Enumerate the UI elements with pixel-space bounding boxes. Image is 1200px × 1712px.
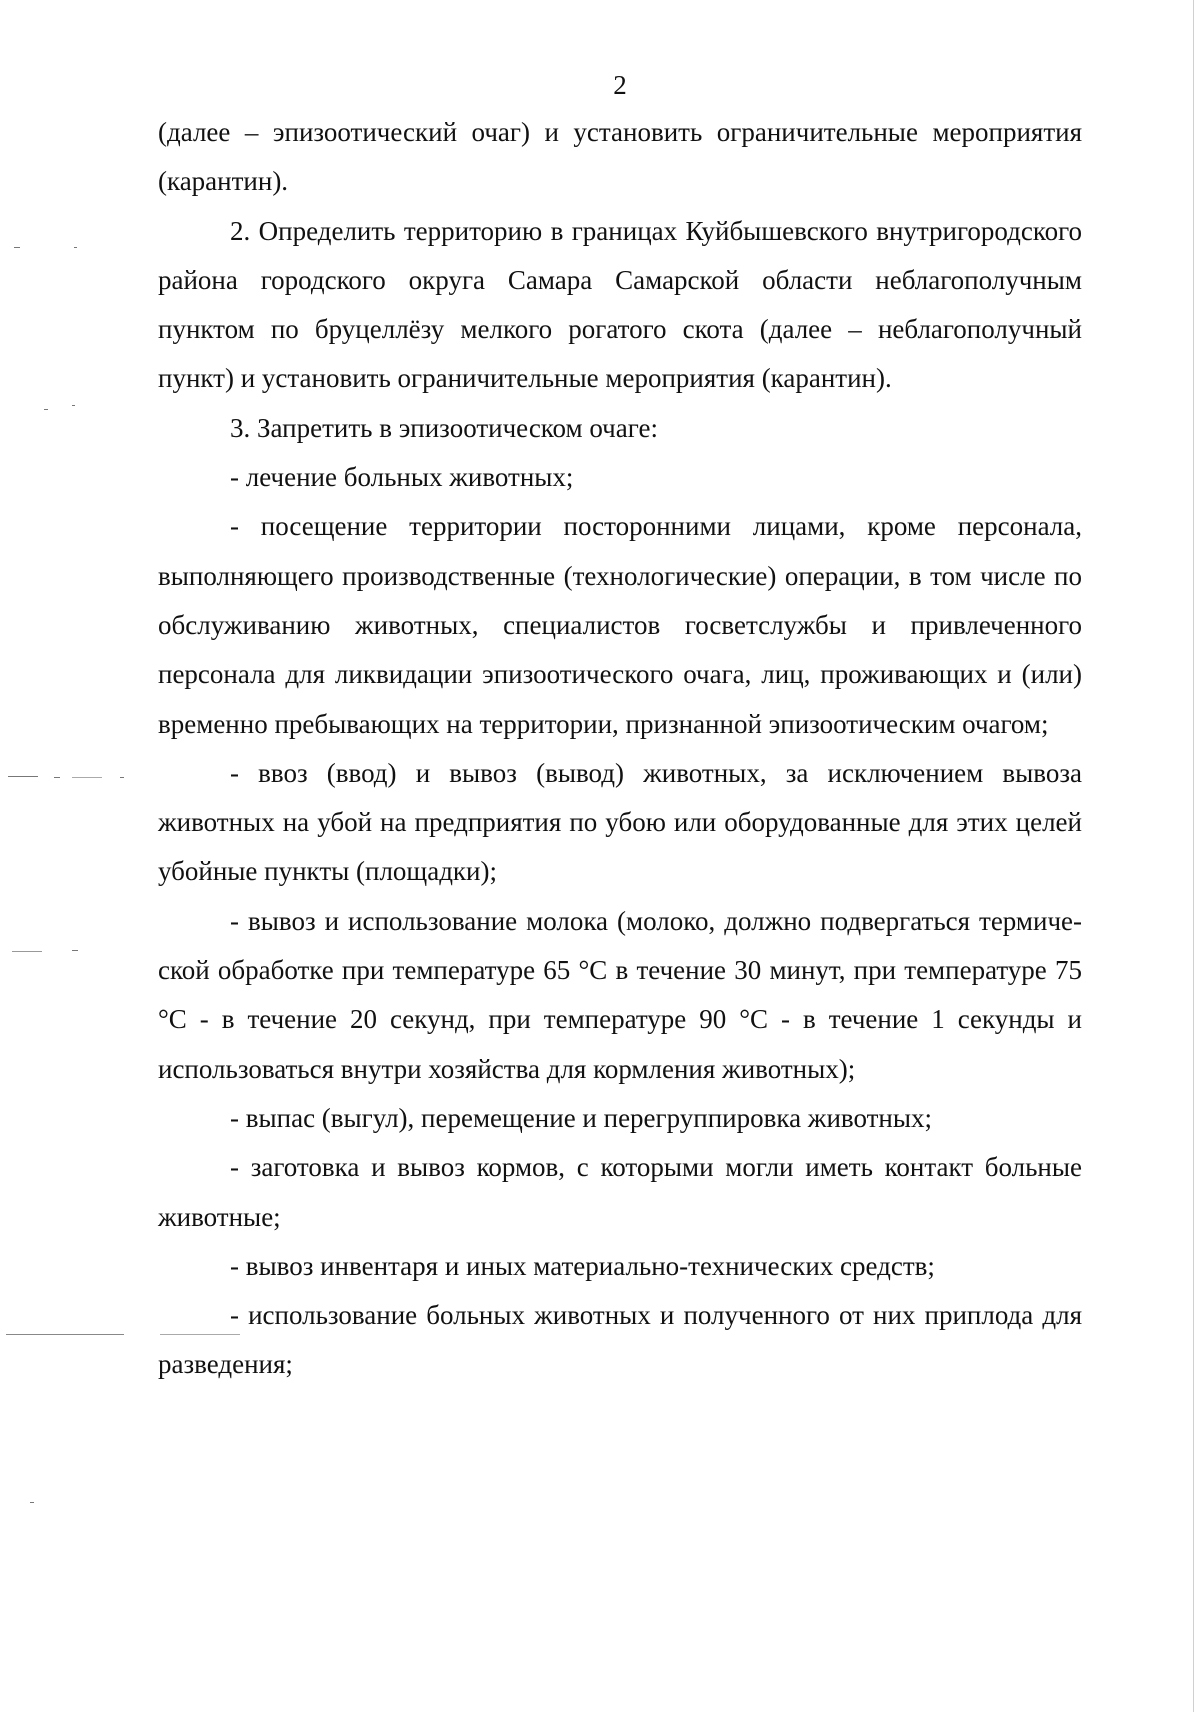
page-number: 2 bbox=[613, 70, 627, 100]
list-item: - посещение территории посторонними лицами, кроме персонала, выполняющего производственные (технологические) операции, в том числе по обслуживанию животных, специалистов госветслужбы и привлеченного персонала для ликвидации эпизоотического очага, лиц, проживающих и (или) временно пребывающих на территории, признанной эпизоотическим очагом; bbox=[158, 511, 1082, 739]
scan-mark bbox=[30, 1502, 34, 1503]
scan-mark bbox=[72, 405, 75, 406]
scan-mark bbox=[12, 951, 42, 952]
paragraph: 3. Запретить в эпизоотическом очаге: bbox=[230, 412, 658, 443]
list-item: - выпас (выгул), перемещение и перегруппировка животных; bbox=[230, 1102, 932, 1133]
scan-mark bbox=[14, 247, 20, 248]
scan-mark bbox=[120, 777, 124, 778]
list-item: - заготовка и вывоз кормов, с которыми могли иметь контакт больные животные; bbox=[158, 1152, 1082, 1232]
scan-mark bbox=[54, 777, 60, 778]
list-item: - использование больных животных и полученного от них приплода для разведения; bbox=[158, 1300, 1082, 1380]
document-body bbox=[158, 108, 1082, 1390]
scan-mark bbox=[44, 409, 48, 410]
scan-mark bbox=[6, 1334, 124, 1335]
list-item: - вывоз инвентаря и иных материально-технических средств; bbox=[230, 1250, 935, 1281]
scan-mark bbox=[74, 247, 77, 248]
scan-mark bbox=[72, 777, 102, 778]
scan-mark bbox=[72, 950, 78, 951]
scan-mark bbox=[8, 776, 38, 777]
paragraph: (далее – эпизоотический очаг) и установить ограничительные мероприятия (карантин). bbox=[158, 117, 1082, 197]
list-item: - вывоз и использование молока (молоко, должно подвергаться термиче-ской обработке при температуре 65 °С в течение 30 минут, при температуре 75 °С - в течение 20 секунд, при температуре 90 °С - в течение 1 секунды и использоваться внутри хозяйства для кормления животных); bbox=[158, 905, 1082, 1084]
list-item: - ввоз (ввод) и вывоз (вывод) животных, за исключением вывоза животных на убой на предприятия по убою или оборудованные для этих целей убойные пункты (площадки); bbox=[158, 757, 1082, 887]
list-item: - лечение больных животных; bbox=[230, 462, 574, 493]
paragraph: 2. Определить территорию в границах Куйбышевского внутригородского района городского округа Самара Самарской области неблагополучным пунктом по бруцеллёзу мелкого рогатого скота (далее – неблагополучный пункт) и установить ограничительные мероприятия (карантин). bbox=[158, 215, 1082, 394]
scan-edge-line bbox=[1193, 0, 1194, 1712]
